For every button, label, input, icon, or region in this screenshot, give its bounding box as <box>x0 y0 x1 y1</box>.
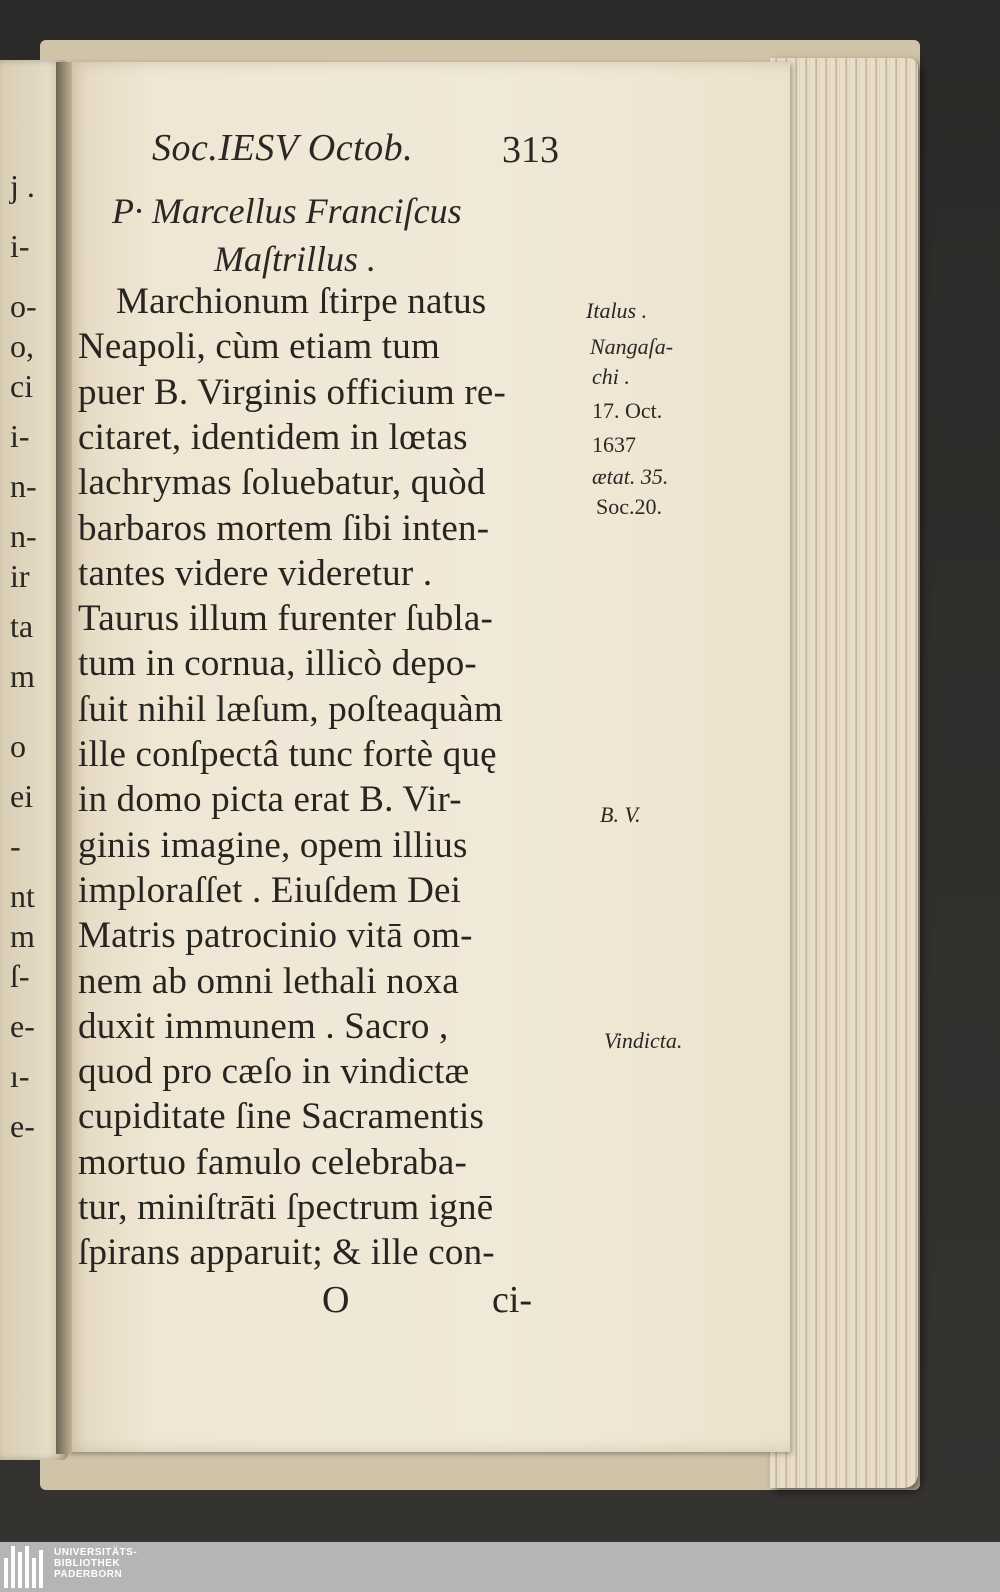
body-line: Marchionum ſtirpe natus <box>116 281 487 322</box>
margin-note-year: 1637 <box>592 432 636 457</box>
left-page-fragment: - <box>10 828 21 864</box>
left-page-fragment: m <box>10 918 35 954</box>
body-line: citaret, identidem in lœtas <box>78 416 468 458</box>
margin-note-bv: B. V. <box>600 802 641 827</box>
library-logo-icon <box>4 1546 50 1588</box>
logo-line-3: PADERBORN <box>54 1569 123 1580</box>
left-page-fragment: n- <box>10 468 37 504</box>
body-line: quod pro cæſo in vindictæ <box>78 1051 470 1093</box>
body-line: Matris patrocinio vitā om- <box>78 915 473 957</box>
body-line: duxit immunem . Sacro , <box>78 1005 449 1047</box>
book-gutter <box>56 62 72 1454</box>
section-title-line-1: P· Marcellus Franciſcus <box>112 191 462 231</box>
body-line: nem ab omni lethali noxa <box>78 960 459 1002</box>
left-page-fragment: o <box>10 728 26 764</box>
body-line: tantes videre videretur . <box>78 552 433 594</box>
body-line: ille conſpectâ tunc fortè quę <box>78 734 497 775</box>
footer-bar <box>0 1542 1000 1592</box>
left-page-fragment: o- <box>10 288 37 324</box>
body-line: Neapoli, cùm etiam tum <box>78 326 440 368</box>
body-line: ſpirans apparuit; & ille con- <box>78 1232 495 1274</box>
section-title-line-2: Maſtrillus . <box>214 239 377 279</box>
body-line: cupiditate ſine Sacramentis <box>78 1096 485 1138</box>
margin-note-soc: Soc.20. <box>596 494 662 519</box>
signature-mark: O <box>322 1279 350 1321</box>
margin-note-nangasa: Nangaſa- <box>590 334 674 359</box>
body-line: in domo picta erat B. Vir- <box>78 779 462 821</box>
body-line: puer B. Virginis officium re- <box>78 371 506 413</box>
body-line: mortuo famulo celebraba- <box>78 1141 468 1183</box>
page-number: 313 <box>502 129 559 171</box>
body-line: Taurus illum furenter ſubla- <box>78 598 494 640</box>
page-edges <box>770 58 918 1488</box>
left-page-fragment: nt <box>10 878 35 914</box>
left-page-fragment: ı- <box>10 1058 30 1094</box>
logo-line-1: UNIVERSITÄTS- <box>54 1547 138 1558</box>
left-page-fragment: n- <box>10 518 37 554</box>
left-page-fragment: ir <box>10 558 30 594</box>
margin-note-italus: Italus . <box>586 298 648 323</box>
margin-note-chi: chi . <box>592 364 630 389</box>
left-page-fragment: i- <box>10 228 30 264</box>
body-line: ſuit nihil læſum, poſteaquàm <box>78 688 503 730</box>
margin-note-vindicta: Vindicta. <box>604 1028 683 1053</box>
left-page-fragment: ſ- <box>10 958 30 994</box>
body-line: imploraſſet . Eiuſdem Dei <box>78 869 462 911</box>
left-page-fragment: ta <box>10 608 34 644</box>
catchword: ci- <box>492 1279 533 1321</box>
left-page-fragment: ci <box>10 368 34 404</box>
left-page-fragment: e- <box>10 1008 35 1044</box>
body-line: lachrymas ſoluebatur, quòd <box>78 462 486 504</box>
running-head: Soc.IESV Octob. <box>152 127 414 169</box>
body-line: tur, miniſtrāti ſpectrum ignē <box>78 1187 494 1228</box>
left-page-fragment: ei <box>10 778 34 814</box>
left-page-fragment: j . <box>10 168 35 204</box>
left-page-fragment: e- <box>10 1108 35 1144</box>
body-line: barbaros mortem ſibi inten- <box>78 507 490 549</box>
library-logo-text <box>54 1547 137 1580</box>
left-page-fragment: i- <box>10 418 30 454</box>
left-page-fragment: m <box>10 658 35 694</box>
margin-note-aetat: ætat. 35. <box>592 464 669 489</box>
body-line: tum in cornua, illicò depo- <box>78 643 477 685</box>
left-page-fragment: o, <box>10 328 34 364</box>
body-line: ginis imagine, opem illius <box>78 824 468 866</box>
margin-note-date: 17. Oct. <box>592 398 663 423</box>
logo-line-2: BIBLIOTHEK <box>54 1558 121 1569</box>
